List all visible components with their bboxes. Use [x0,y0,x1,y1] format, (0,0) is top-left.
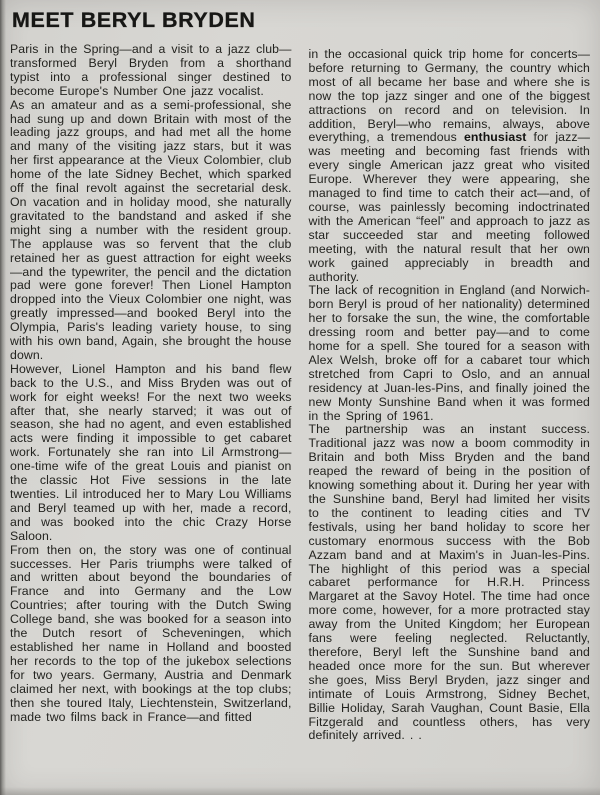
paragraph: From then on, the story was one of continual successes. Her Paris triumphs were talked of and written about beyond the boundaries of France and into Germany and the Low Countries; after touring with the Dutch Swing College band, she was booked for a season into the Dutch resort of Scheveningen, which established her name in Holland and boosted her records to the top of the jukebox selections for two years. Germany, Austria and Denmark claimed her next, with bookings at the top clubs; then she toured Italy, Liechtenstein, Switzerland, made two films back in France—and fitted [10,542,292,724]
two-column-layout [10,43,590,743]
left-column [10,43,292,743]
paragraph: As an amateur and as a semi-professional, she had sung up and down Britain with most of the leading jazz groups, and had met all the home and many of the visiting jazz stars, but it was her first appearance at the Vieux Colombier, club home of the late Sidney Bechet, which sparked off the final revolt against the secretarial desk. On vacation and in holiday mood, she naturally gravitated to the bandstand and asked if she might sing a number with the resident group. The applause was so fervent that the club retained her as guest attraction for eight weeks—and the typewriter, the pencil and the dictation pad were gone forever! Then Lionel Hampton dropped into the Vieux Colombier one night, was greatly impressed—and booked Beryl into the Olympia, Paris's leading variety house, to sing with his own band, Again, she brought the house down. [10,97,292,362]
emphasized-word: enthusiast [463,130,527,145]
paragraph: However, Lionel Hampton and his band flew back to the U.S., and Miss Bryden was out of work for eight weeks! For the next two weeks after that, she nearly starved; it was out of season, she had no agent, and even established acts were finding it impossible to get cabaret work. Fortunately she ran into Lil Armstrong—one-time wife of the great Louis and pianist on the classic Hot Five sessions in the late twenties. Lil introduced her to Mary Lou Williams and Beryl teamed up with her, made a record, and was booked into the chic Crazy Horse Saloon. [10,361,292,543]
paragraph-text: for jazz—was meeting and becoming fast friends with every single American jazz great who visited Europe. Wherever they were appearing, she managed to find time to catch their act—and, of course, was painlessly becoming indoctrinated with the American “feel” and approach to jazz as star succeeded star and meeting followed meeting, with the natural result that her own work gained appreciably in breadth and authority. [308,130,590,284]
page-title: MEET BERYL BRYDEN [12,8,256,32]
paragraph: The partnership was an instant success. Traditional jazz was now a boom commodity in Britain and both Miss Bryden and the band reaped the reward of being in the position of knowing something about it. During her year with the Sunshine band, Beryl had limited her visits to the continent to leading cities and TV festivals, using her band holiday to score her customary enormous success with the Bob Azzam band and at Maxim's in Juan-les-Pins. The highlight of this period was a special cabaret performance for H.R.H. Princess Margaret at the Savoy Hotel. The time had once more come, however, for a more protracted stay away from the United Kingdom; her European fans were feeling neglected. Reluctantly, therefore, Beryl left the Sunshine band and headed once more for the sun. But wherever she goes, Miss Beryl Bryden, jazz singer and intimate of Louis Armstrong, Sidney Bechet, Billie Holiday, Sarah Vaughan, Count Basie, Ella Fitzgerald and countless others, has very definitely arrived. . . [308,422,590,743]
paragraph: The lack of recognition in England (and Norwich-born Beryl is proud of her nationality) determined her to forsake the sun, the wine, the comfortable dressing room and better pay—and to come home for a spell. She toured for a season with Alex Welsh, broke off for a cabaret tour which stretched from Capri to Oslo, and an annual residency at Juan-les-Pins, and finally joined the new Monty Sunshine Band when it was formed in the Spring of 1961. [308,283,590,423]
right-column [309,43,591,743]
paragraph [309,48,591,284]
paragraph-text: in the occasional quick trip home for concerts—before returning to Germany, the country which most of all became her base and where she is now the top jazz singer and one of the biggest attractions on record and on television. In addition, Beryl—who remains, always, above everything, a tremendous [308,47,590,145]
paragraph: Paris in the Spring—and a visit to a jazz club—transformed Beryl Bryden from a shorthand typist into a professional singer destined to become Europe's Number One jazz vocalist. [10,42,292,98]
